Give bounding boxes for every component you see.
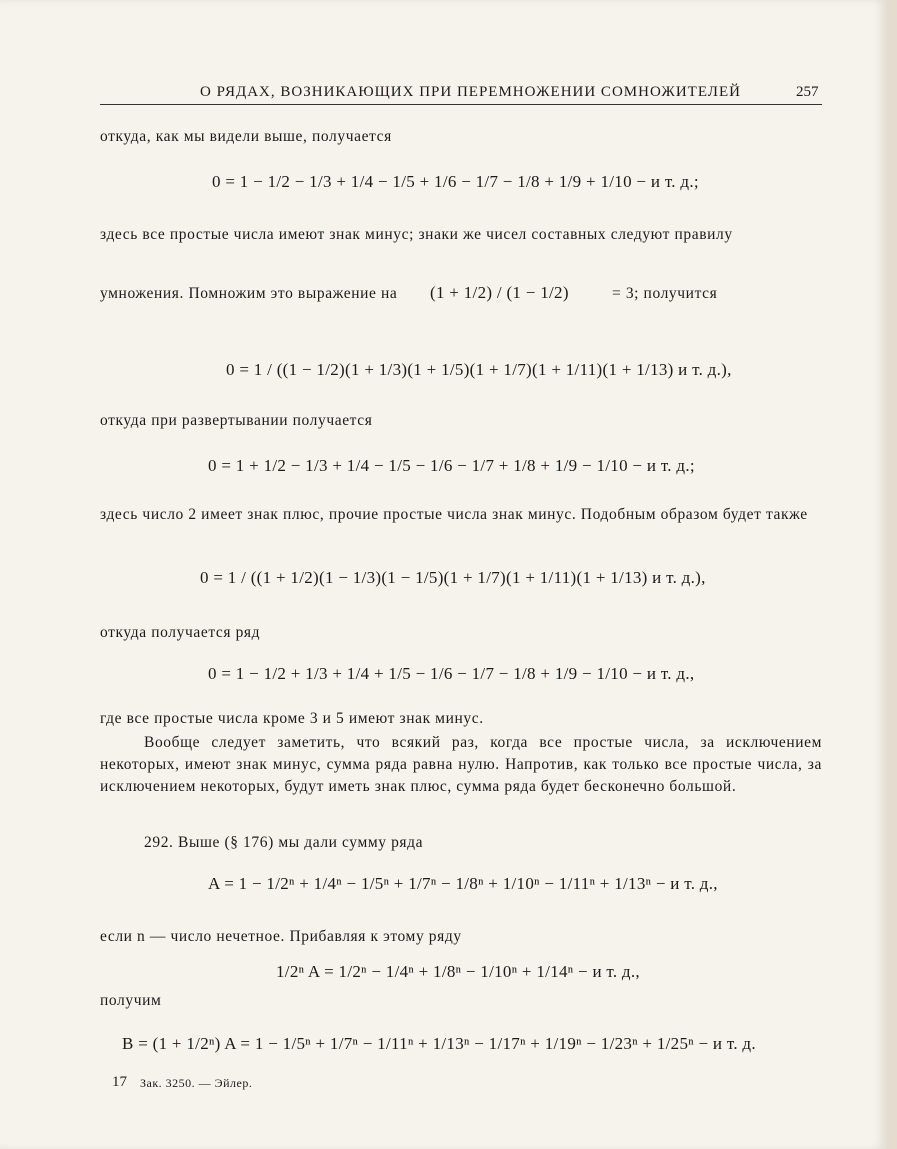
equation-8: B = (1 + 1/2ⁿ) A = 1 − 1/5ⁿ + 1/7ⁿ − 1/11ⁿ + 1/13ⁿ − 1/17ⁿ + 1/19ⁿ − 1/23ⁿ + 1/25ⁿ − и т. д. [122, 1034, 756, 1053]
equation-2: 0 = 1 / ((1 − 1/2)(1 + 1/3)(1 + 1/5)(1 + 1/7)(1 + 1/11)(1 + 1/13) и т. д.), [226, 360, 732, 379]
equation-4: 0 = 1 / ((1 + 1/2)(1 − 1/3)(1 − 1/5)(1 + 1/7)(1 + 1/11)(1 + 1/13) и т. д.), [200, 568, 706, 587]
paragraph-8: Вообще следует заметить, что всякий раз, когда все простые числа, за исключением некоторых, имеют знак минус, сумма ряда равна нулю. Напротив, как только все простые числа, за исключением некоторых, будут иметь знак плюс, сумма ряда будет бесконечно большой. [100, 734, 822, 795]
text-line-10: если n — число нечетное. Прибавляя к этому ряду [100, 928, 462, 945]
equation-7: 1/2ⁿ A = 1/2ⁿ − 1/4ⁿ + 1/8ⁿ − 1/10ⁿ + 1/14ⁿ − и т. д., [276, 962, 640, 981]
text-line-3a: умножения. Помножим это выражение на [100, 285, 398, 302]
text-line-1: откуда, как мы видели выше, получается [100, 128, 392, 145]
text-line-6: откуда получается ряд [100, 624, 261, 641]
equation-1: 0 = 1 − 1/2 − 1/3 + 1/4 − 1/5 + 1/6 − 1/7 − 1/8 + 1/9 + 1/10 − и т. д.; [212, 172, 699, 191]
equation-6: A = 1 − 1/2ⁿ + 1/4ⁿ − 1/5ⁿ + 1/7ⁿ − 1/8ⁿ + 1/10ⁿ − 1/11ⁿ + 1/13ⁿ − и т. д., [208, 874, 718, 893]
printer-imprint: Зак. 3250. — Эйлер. [140, 1076, 253, 1090]
multiplier-fraction: (1 + 1/2) / (1 − 1/2) [430, 283, 569, 302]
text-line-7: где все простые числа кроме 3 и 5 имеют знак минус. [100, 710, 484, 727]
section-292-intro: 292. Выше (§ 176) мы дали сумму ряда [144, 834, 424, 851]
text-line-4: откуда при развертывании получается [100, 412, 373, 429]
text-line-3b: = 3; получится [612, 285, 718, 302]
signature-number: 17 [112, 1074, 127, 1090]
running-header: О РЯДАХ, ВОЗНИКАЮЩИХ ПРИ ПЕРЕМНОЖЕНИИ СОМНОЖИТЕЛЕЙ [200, 84, 741, 100]
equation-3: 0 = 1 + 1/2 − 1/3 + 1/4 − 1/5 − 1/6 − 1/7 + 1/8 + 1/9 − 1/10 − и т. д.; [208, 456, 695, 475]
text-line-11: получим [100, 992, 162, 1009]
paragraph-5: здесь число 2 имеет знак плюс, прочие простые числа знак минус. Подобным образом будет также [100, 506, 808, 523]
header-rule [100, 104, 822, 105]
text-line-2: здесь все простые числа имеют знак минус; знаки же чисел составных следуют правилу [100, 226, 733, 243]
page-number: 257 [796, 84, 819, 100]
equation-5: 0 = 1 − 1/2 + 1/3 + 1/4 + 1/5 − 1/6 − 1/7 − 1/8 + 1/9 − 1/10 − и т. д., [208, 664, 695, 683]
